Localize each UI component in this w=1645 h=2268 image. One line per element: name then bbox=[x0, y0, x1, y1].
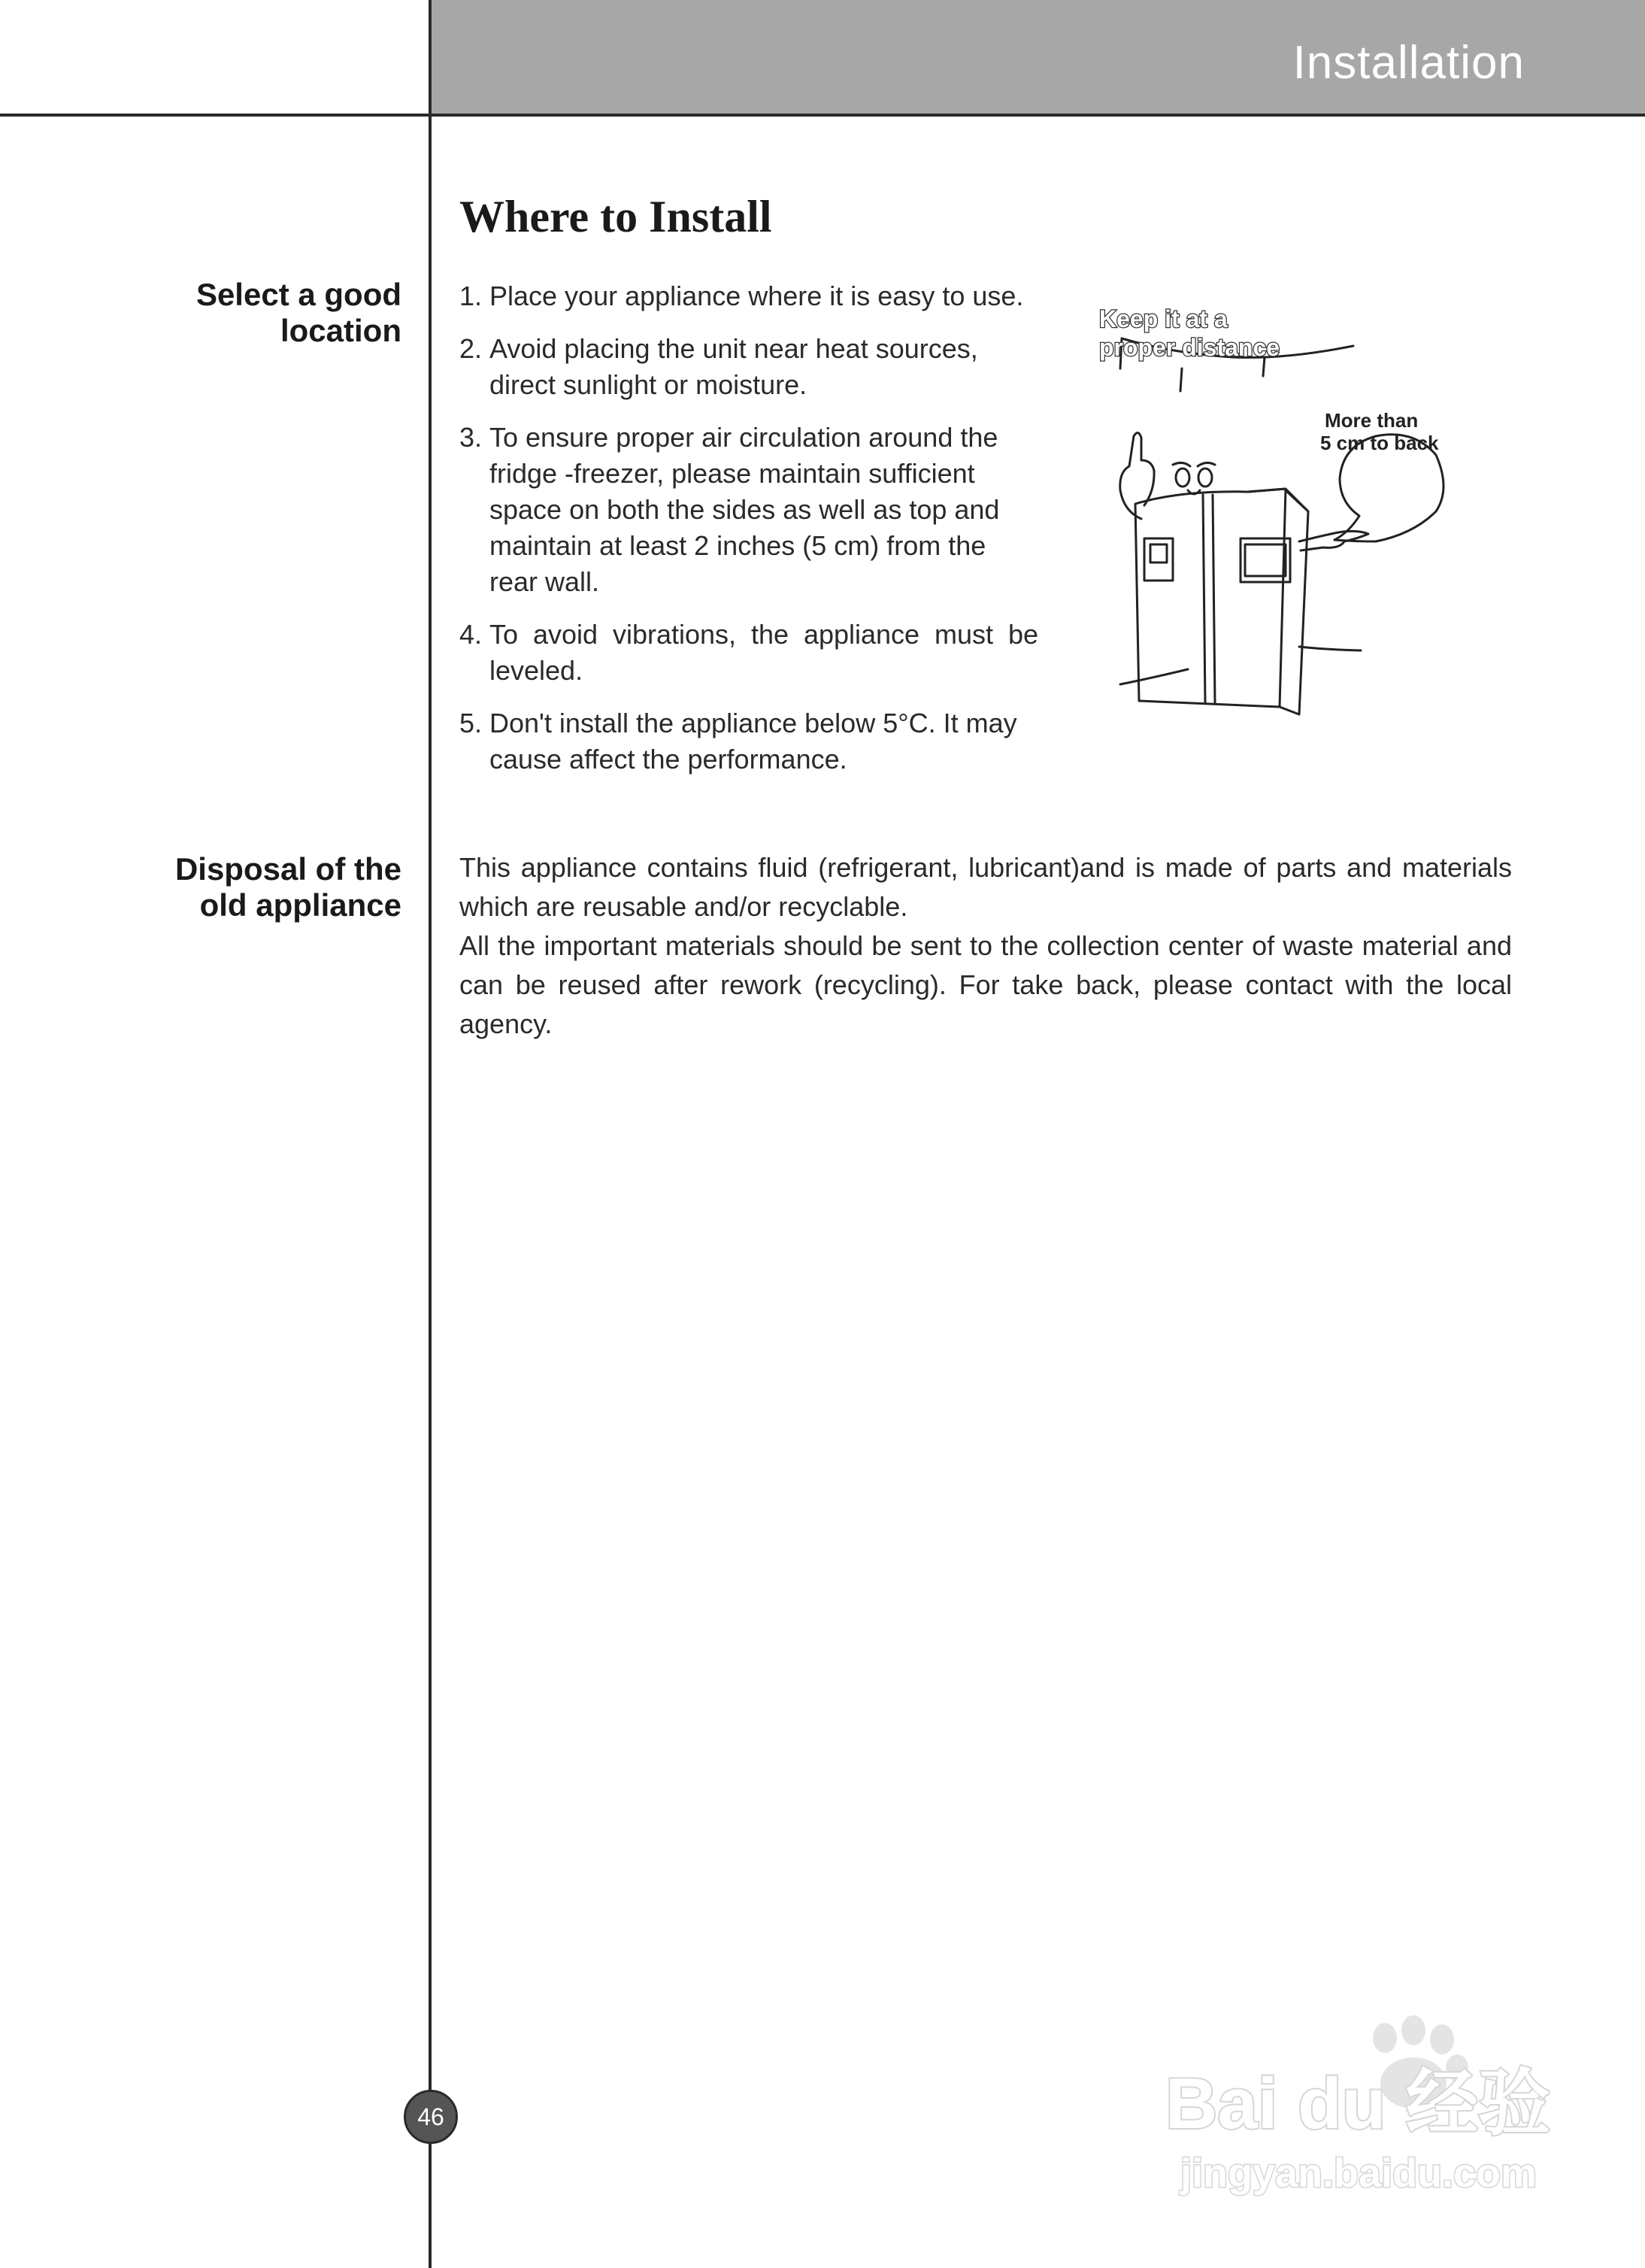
watermark-brand: Bai du 经验 bbox=[1165, 2063, 1551, 2144]
header-band bbox=[432, 0, 1645, 114]
header-divider bbox=[0, 114, 1645, 117]
margin-divider bbox=[429, 0, 432, 2268]
caption-line1: Keep it at a bbox=[1099, 305, 1228, 332]
caption-line2: proper distance bbox=[1099, 334, 1280, 361]
disposal-text bbox=[459, 848, 1512, 1044]
page-number-badge: 46 bbox=[404, 2090, 458, 2144]
disposal-paragraph-1: This appliance contains fluid (refrigerant, lubricant)and is made of parts and materials which are reusable and/or recyclable. bbox=[459, 852, 1512, 922]
list-item: 5. Don't install the appliance below 5°C. It may cause affect the performance. bbox=[459, 708, 1017, 775]
watermark-url: jingyan.baidu.com bbox=[1180, 2151, 1537, 2196]
location-section-label: Select a good location bbox=[195, 277, 401, 348]
install-steps-list bbox=[459, 278, 1038, 794]
page-title: Where to Install bbox=[459, 192, 772, 241]
section-title: Installation bbox=[1292, 37, 1525, 89]
bubble-line1: More than bbox=[1325, 409, 1419, 432]
baidu-watermark-logo bbox=[1158, 2015, 1564, 2203]
disposal-paragraph-2: All the important materials should be sent to the collection center of waste material and can be reused after rework (recycling). For take back, please contact with the local agency. bbox=[459, 930, 1512, 1039]
bubble-line2: 5 cm to back bbox=[1320, 432, 1439, 454]
list-item: 3. To ensure proper air circulation around the fridge -freezer, please maintain sufficient space on both the sides as well as top and maintain at least 2 inches (5 cm) from the rear wall. bbox=[459, 422, 1000, 597]
list-item: 2. Avoid placing the unit near heat sources, direct sunlight or moisture. bbox=[459, 333, 978, 400]
fridge-mascot-illustration bbox=[1060, 293, 1474, 722]
list-item: 4. To avoid vibrations, the appliance must be leveled. bbox=[459, 619, 1038, 686]
disposal-section-label: Disposal of the old appliance bbox=[174, 851, 401, 923]
list-item: 1. Place your appliance where it is easy to use. bbox=[459, 280, 1024, 311]
